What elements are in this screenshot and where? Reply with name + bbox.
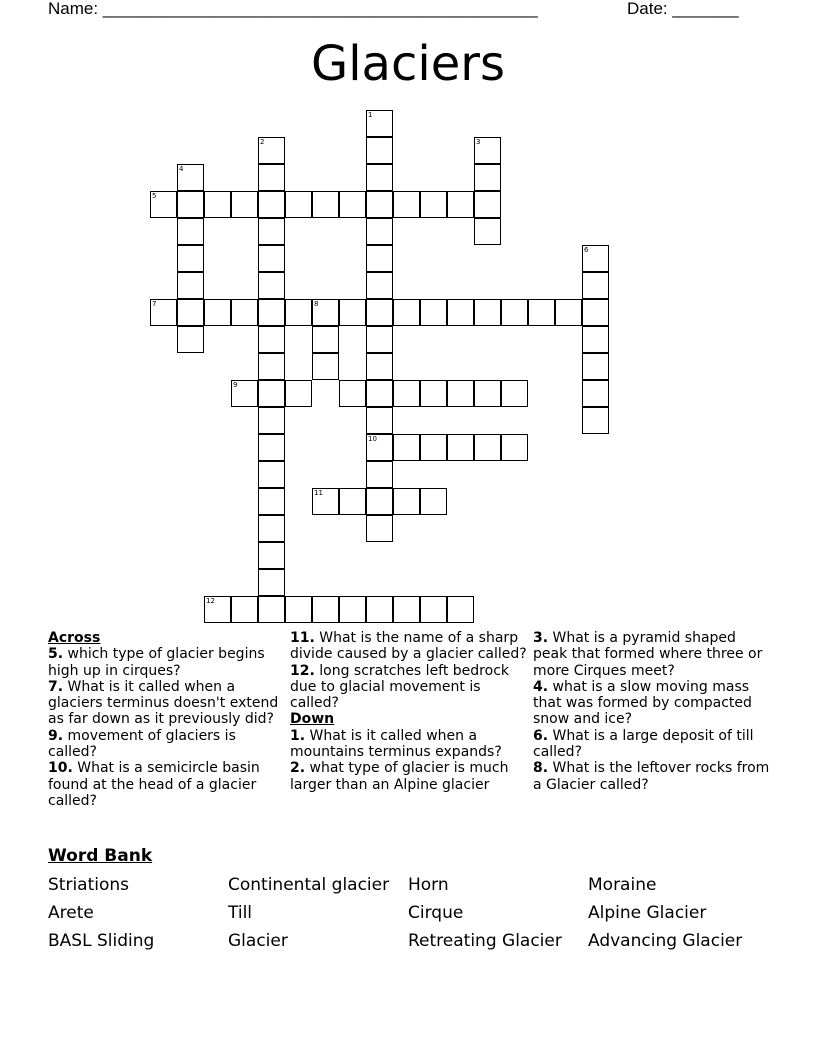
clue-down-2: 2. what type of glacier is much larger than an Alpine glacier (290, 760, 509, 793)
crossword-cell[interactable] (258, 596, 285, 623)
word-bank-item: Glacier (228, 931, 288, 951)
word-bank-item: Till (228, 903, 253, 923)
word-bank-item: Alpine Glacier (588, 903, 707, 923)
clue-number: 6 (584, 246, 589, 254)
clue-number: 9 (233, 381, 238, 389)
word-bank-title: Word Bank (48, 846, 153, 866)
clue-number: 7 (152, 300, 157, 308)
clue-down-1: 1. What is it called when a mountains terminus expands? (290, 727, 502, 761)
crossword-cell[interactable] (366, 164, 393, 191)
clue-number: 2 (260, 138, 265, 146)
crossword-cell[interactable] (177, 272, 204, 299)
crossword-cell[interactable] (582, 272, 609, 299)
crossword-cell[interactable] (366, 326, 393, 353)
crossword-cell[interactable] (447, 380, 474, 407)
crossword-cell[interactable] (501, 299, 528, 326)
clue-down-8: 8. What is the leftover rocks from a Glacier called? (533, 760, 770, 793)
crossword-cell[interactable] (366, 596, 393, 623)
crossword-cell[interactable] (258, 137, 285, 164)
word-bank-item: Moraine (588, 875, 657, 895)
crossword-cell[interactable] (366, 218, 393, 245)
crossword-cell[interactable] (312, 299, 339, 326)
crossword-cell[interactable] (258, 407, 285, 434)
word-bank-item: Cirque (408, 903, 464, 923)
down-heading: Down (290, 711, 335, 728)
crossword-cell[interactable] (366, 137, 393, 164)
crossword-cell[interactable] (339, 191, 366, 218)
clue-down-6: 6. What is a large deposit of till called? (533, 727, 754, 761)
crossword-cell[interactable] (393, 488, 420, 515)
clue-across-9: 9. movement of glaciers is called? (48, 727, 236, 761)
crossword-cell[interactable] (312, 596, 339, 623)
crossword-cell[interactable] (366, 110, 393, 137)
crossword-cell[interactable] (393, 434, 420, 461)
crossword-cell[interactable] (177, 326, 204, 353)
page-title: Glaciers (311, 36, 505, 92)
crossword-cell[interactable] (447, 596, 474, 623)
clues-column-3 (533, 630, 773, 793)
crossword-cell[interactable] (258, 191, 285, 218)
crossword-cell[interactable] (582, 245, 609, 272)
crossword-cell[interactable] (501, 380, 528, 407)
crossword-cell[interactable] (420, 299, 447, 326)
crossword-cell[interactable] (582, 407, 609, 434)
word-bank-item: Arete (48, 903, 94, 923)
crossword-cell[interactable] (582, 380, 609, 407)
crossword-cell[interactable] (258, 299, 285, 326)
clue-number: 5 (152, 192, 157, 200)
crossword-cell[interactable] (231, 380, 258, 407)
clue-across-12: 12. long scratches left bedrock due to glacial movement is called? (290, 662, 510, 712)
crossword-cell[interactable] (312, 191, 339, 218)
crossword-cell[interactable] (474, 218, 501, 245)
clue-number: 8 (314, 300, 319, 308)
crossword-cell[interactable] (258, 326, 285, 353)
crossword-cell[interactable] (258, 542, 285, 569)
crossword-cell[interactable] (231, 596, 258, 623)
crossword-cell[interactable] (177, 218, 204, 245)
crossword-cell[interactable] (447, 191, 474, 218)
crossword-cell[interactable] (366, 191, 393, 218)
crossword-cell[interactable] (285, 596, 312, 623)
crossword-cell[interactable] (366, 488, 393, 515)
across-heading: Across (48, 630, 101, 646)
crossword-cell[interactable] (339, 380, 366, 407)
crossword-cell[interactable] (285, 299, 312, 326)
crossword-cell[interactable] (501, 434, 528, 461)
crossword-cell[interactable] (258, 218, 285, 245)
date-line: Date: _______ (627, 0, 739, 18)
crossword-cell[interactable] (258, 488, 285, 515)
crossword-cell[interactable] (393, 596, 420, 623)
crossword-cell[interactable] (555, 299, 582, 326)
crossword-cell[interactable] (474, 434, 501, 461)
clue-number: 12 (206, 597, 215, 605)
crossword-cell[interactable] (177, 299, 204, 326)
crossword-cell[interactable] (420, 380, 447, 407)
crossword-cell[interactable] (150, 191, 177, 218)
crossword-cell[interactable] (528, 299, 555, 326)
crossword-cell[interactable] (582, 326, 609, 353)
crossword-cell[interactable] (177, 191, 204, 218)
crossword-cell[interactable] (258, 515, 285, 542)
clues-column-1 (48, 630, 280, 809)
word-bank-item: Continental glacier (228, 875, 390, 895)
crossword-cell[interactable] (582, 353, 609, 380)
crossword-cell[interactable] (474, 380, 501, 407)
crossword-cell[interactable] (339, 596, 366, 623)
crossword-cell[interactable] (366, 434, 393, 461)
crossword-cell[interactable] (258, 164, 285, 191)
clues-column-2 (290, 630, 530, 793)
clue-number: 3 (476, 138, 481, 146)
clue-number: 1 (368, 111, 373, 119)
crossword-cell[interactable] (204, 299, 231, 326)
clue-number: 11 (314, 489, 323, 497)
word-bank-item: Advancing Glacier (588, 931, 743, 951)
clue-number: 4 (179, 165, 184, 173)
crossword-cell[interactable] (285, 380, 312, 407)
crossword-cell[interactable] (258, 569, 285, 596)
crossword-cell[interactable] (204, 596, 231, 623)
crossword-cell[interactable] (177, 164, 204, 191)
crossword-cell[interactable] (366, 380, 393, 407)
crossword-cell[interactable] (420, 191, 447, 218)
crossword-cell[interactable] (366, 407, 393, 434)
crossword-cell[interactable] (366, 245, 393, 272)
crossword-cell[interactable] (312, 326, 339, 353)
crossword-cell[interactable] (258, 434, 285, 461)
crossword-cell[interactable] (312, 488, 339, 515)
crossword-cell[interactable] (231, 191, 258, 218)
crossword-cell[interactable] (339, 299, 366, 326)
clue-across-10: 10. What is a semicircle basin found at the head of a glacier called? (48, 760, 260, 809)
crossword-cell[interactable] (258, 380, 285, 407)
word-bank-item: Horn (408, 875, 449, 895)
crossword-cell[interactable] (204, 191, 231, 218)
crossword-cell[interactable] (339, 488, 366, 515)
crossword-cell[interactable] (474, 137, 501, 164)
crossword-cell[interactable] (420, 596, 447, 623)
crossword-cell[interactable] (258, 461, 285, 488)
crossword-cell[interactable] (474, 191, 501, 218)
name-line: Name: ______________________________________________ (48, 0, 538, 18)
crossword-cell[interactable] (447, 299, 474, 326)
crossword-cell[interactable] (474, 164, 501, 191)
crossword-cell[interactable] (393, 299, 420, 326)
crossword-cell[interactable] (366, 461, 393, 488)
word-bank-item: Striations (48, 875, 130, 895)
crossword-cell[interactable] (312, 353, 339, 380)
crossword-cell[interactable] (366, 515, 393, 542)
crossword-cell[interactable] (285, 191, 312, 218)
clue-across-11: 11. What is the name of a sharp divide caused by a glacier called? (290, 630, 527, 663)
crossword-cell[interactable] (177, 245, 204, 272)
crossword-cell[interactable] (258, 245, 285, 272)
crossword-cell[interactable] (582, 299, 609, 326)
crossword-cell[interactable] (231, 299, 258, 326)
crossword-cell[interactable] (393, 191, 420, 218)
crossword-cell[interactable] (258, 272, 285, 299)
crossword-cell[interactable] (150, 299, 177, 326)
clue-number: 10 (368, 435, 377, 443)
clue-across-7: 7. What is it called when a glaciers terminus doesn't extend as far down as it previously did? (48, 678, 279, 728)
crossword-cell[interactable] (366, 272, 393, 299)
crossword-cell[interactable] (420, 488, 447, 515)
crossword-cell[interactable] (393, 380, 420, 407)
crossword-cell[interactable] (474, 299, 501, 326)
crossword-cell[interactable] (447, 434, 474, 461)
clue-down-3: 3. What is a pyramid shaped peak that formed where three or more Cirques meet? (533, 630, 763, 679)
crossword-cell[interactable] (258, 353, 285, 380)
clue-down-4: 4. what is a slow moving mass that was formed by compacted snow and ice? (533, 678, 752, 728)
crossword-cell[interactable] (366, 299, 393, 326)
word-bank-item: BASL Sliding (48, 931, 155, 951)
word-bank-item: Retreating Glacier (408, 931, 562, 951)
crossword-cell[interactable] (420, 434, 447, 461)
clue-across-5: 5. which type of glacier begins high up in cirques? (48, 646, 265, 679)
crossword-cell[interactable] (366, 353, 393, 380)
